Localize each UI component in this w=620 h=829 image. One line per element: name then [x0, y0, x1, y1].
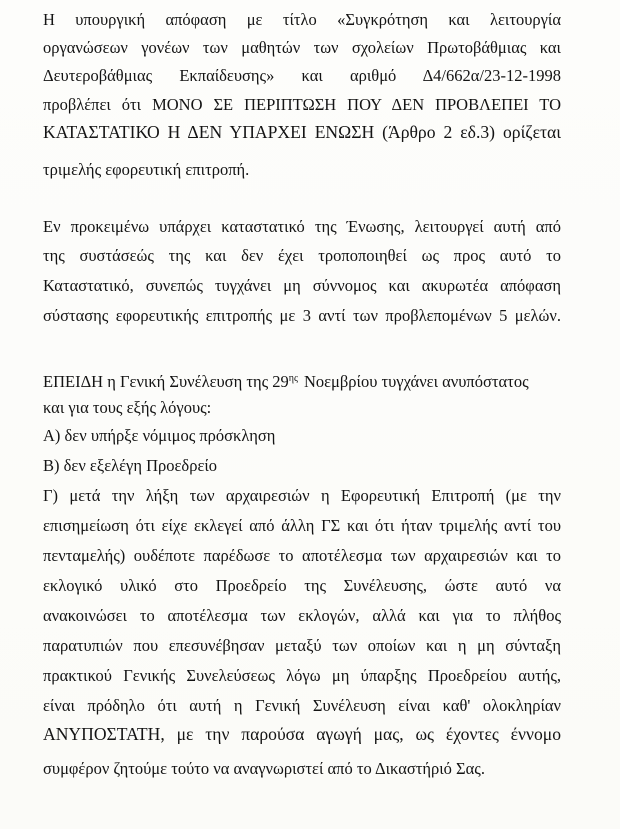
- text-line: είναι πρόδηλο ότι αυτή η Γενική Συνέλευση είναι καθ' ολοκληρίαν: [43, 696, 561, 715]
- text-line: Καταστατικό, συνεπώς τυγχάνει μη σύννομος και ακυρωτέα απόφαση: [43, 276, 561, 295]
- text-line: Εν προκειμένω υπάρχει καταστατικό της Ένωσης, λειτουργεί αυτή από: [43, 217, 561, 236]
- text-line: της συστάσεώς της και δεν έχει τροποποιηθεί ως προς αυτό το: [43, 246, 561, 265]
- text-line: εκλογικό υλικό στο Προεδρείο της Συνέλευσης, ώστε αυτό να: [43, 576, 561, 595]
- text-segment: ΕΠΕΙΔΗ η Γενική Συνέλευση της 29: [43, 372, 289, 391]
- list-item-b: Β) δεν εξελέγη Προεδρείο: [43, 456, 218, 475]
- list-item-a: Α) δεν υπήρξε νόμιμος πρόσκληση: [43, 426, 276, 445]
- text-line: πενταμελής) ουδέποτε παρέδωσε το αποτέλεσμα των αρχαιρεσιών και το: [43, 546, 561, 565]
- text-line: και για τους εξής λόγους:: [43, 398, 212, 417]
- text-line: προβλέπει ότι ΜΟΝΟ ΣΕ ΠΕΡΙΠΤΩΣΗ ΠΟΥ ΔΕΝ ΠΡΟΒΛΕΠΕΙ ΤΟ: [43, 95, 561, 114]
- text-line: ανακοινώσει το αποτέλεσμα των εκλογών, αλλά και για το πλήθος: [43, 606, 561, 625]
- text-line: οργανώσεων γονέων των μαθητών των σχολείων Πρωτοβάθμιας και: [43, 38, 561, 57]
- text-line: σύστασης εφορευτικής επιτροπής με 3 αντί των προβλεπομένων 5 μελών.: [43, 306, 561, 325]
- text-line: ΚΑΤΑΣΤΑΤΙΚΟ Η ΔΕΝ ΥΠΑΡΧΕΙ ΕΝΩΣΗ (Άρθρο 2 εδ.3) ορίζεται: [43, 122, 561, 142]
- text-line: [43, 371, 561, 393]
- text-line: τριμελής εφορευτική επιτροπή.: [43, 160, 250, 179]
- text-line: συμφέρον ζητούμε τούτο να αναγνωριστεί από το Δικαστήριό Σας.: [43, 759, 485, 778]
- text-line: ΑΝΥΠΟΣΤΑΤΗ, με την παρούσα αγωγή μας, ως έχοντες έννομο: [43, 724, 561, 744]
- text-line: Γ) μετά την λήξη των αρχαιρεσιών η Εφορευτική Επιτροπή (με την: [43, 486, 561, 505]
- text-line: Δευτεροβάθμιας Εκπαίδευσης» και αριθμό Δ4/662α/23-12-1998: [43, 66, 561, 85]
- text-segment: Νοεμβρίου τυγχάνει ανυπόστατος: [303, 372, 529, 391]
- ordinal-superscript: ης: [288, 373, 298, 384]
- text-line: πρακτικού Γενικής Συνελεύσεως λόγω μη ύπαρξης Προεδρείου αυτής,: [43, 666, 561, 685]
- text-line: επισημείωση ότι είχε εκλεγεί από άλλη ΓΣ και ότι ήταν τριμελής αντί του: [43, 516, 561, 535]
- text-line: παρατυπιών που επεσυνέβησαν μεταξύ των οποίων και η μη σύνταξη: [43, 636, 561, 655]
- text-line: Η υπουργική απόφαση με τίτλο «Συγκρότηση και λειτουργία: [43, 10, 561, 29]
